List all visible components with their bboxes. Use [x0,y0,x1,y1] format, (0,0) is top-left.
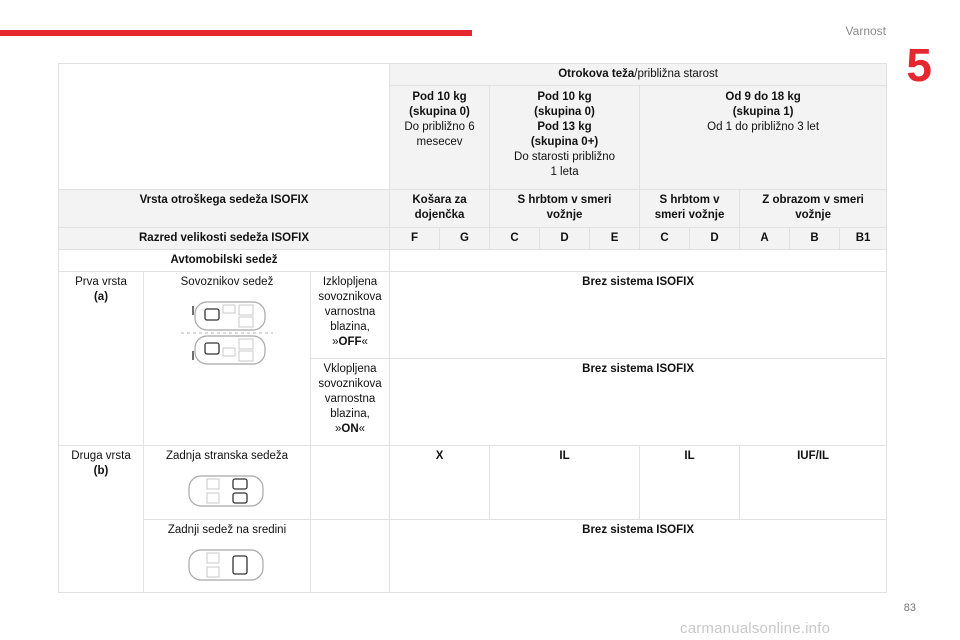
weight-group-0: Pod 10 kg (skupina 0) Do približno 6 mesecev [390,86,490,190]
second-row-label: Druga vrsta (b) [59,446,144,593]
size-class-cell: C [640,228,690,250]
rear-side-value: IL [490,446,640,520]
header-red-bar [0,30,472,36]
seat-type-rear-facing-2: S hrbtom v smeri vožnje [640,190,740,228]
seat-type-row [59,190,887,228]
weight-title-row [59,64,887,86]
rear-center-value: Brez sistema ISOFIX [390,520,887,593]
size-class-cell: C [490,228,540,250]
size-class-cell: B1 [840,228,887,250]
seat-type-label: Vrsta otroškega sedeža ISOFIX [59,190,390,228]
passenger-seat-label: Sovoznikov sedež [180,276,274,288]
first-row-off [59,272,887,359]
rear-side-seat-label: Zadnja stranska sedeža [165,450,289,462]
size-class-cell: A [740,228,790,250]
first-row-label: Prva vrsta (a) [59,272,144,446]
weight-group-title: Otrokova teža/približna starost [390,64,887,86]
rear-side-value: X [390,446,490,520]
passenger-seat-cell [144,272,311,446]
size-class-cell: D [690,228,740,250]
empty-corner-cell [59,64,390,190]
seat-type-rear-facing-1: S hrbtom v smeri vožnje [490,190,640,228]
second-row-center [59,520,887,593]
isofix-table [58,63,887,593]
size-class-cell: E [590,228,640,250]
airbag-off-value: Brez sistema ISOFIX [390,272,887,359]
second-row-side [59,446,887,520]
size-class-label: Razred velikosti sedeža ISOFIX [59,228,390,250]
size-class-cell: B [790,228,840,250]
rear-center-seat-cell [144,520,311,593]
vehicle-seat-row [59,250,887,272]
car-rear-center-icon [185,544,269,584]
chapter-number: 5 [906,39,932,91]
vehicle-seat-label: Avtomobilski sedež [59,250,390,272]
airbag-on-cell: Vklopljena sovoznikova varnostna blazina, »ON« [311,359,390,446]
car-front-passenger-icon [179,296,275,370]
rear-center-seat-label: Zadnji sedež na sredini [167,524,287,536]
rear-center-empty [311,520,390,593]
car-rear-side-icon [185,470,269,510]
size-class-cell: G [440,228,490,250]
rear-side-empty [311,446,390,520]
page-number: 83 [903,602,916,614]
rear-side-seat-cell [144,446,311,520]
rear-side-value: IL [640,446,740,520]
size-class-cell: F [390,228,440,250]
seat-type-carrycot: Košara za dojenčka [390,190,490,228]
section-title: Varnost [845,24,886,38]
size-class-row [59,228,887,250]
seat-type-forward-facing: Z obrazom v smeri vožnje [740,190,887,228]
vehicle-seat-empty [390,250,887,272]
weight-group-0plus: Pod 10 kg (skupina 0) Pod 13 kg (skupina 0+) Do starosti približno 1 leta [490,86,640,190]
weight-group-1: Od 9 do 18 kg (skupina 1) Od 1 do približno 3 let [640,86,887,190]
watermark: carmanualsonline.info [680,620,831,637]
size-class-cell: D [540,228,590,250]
airbag-off-cell: Izklopljena sovoznikova varnostna blazina, »OFF« [311,272,390,359]
airbag-on-value: Brez sistema ISOFIX [390,359,887,446]
rear-side-value: IUF/IL [740,446,887,520]
